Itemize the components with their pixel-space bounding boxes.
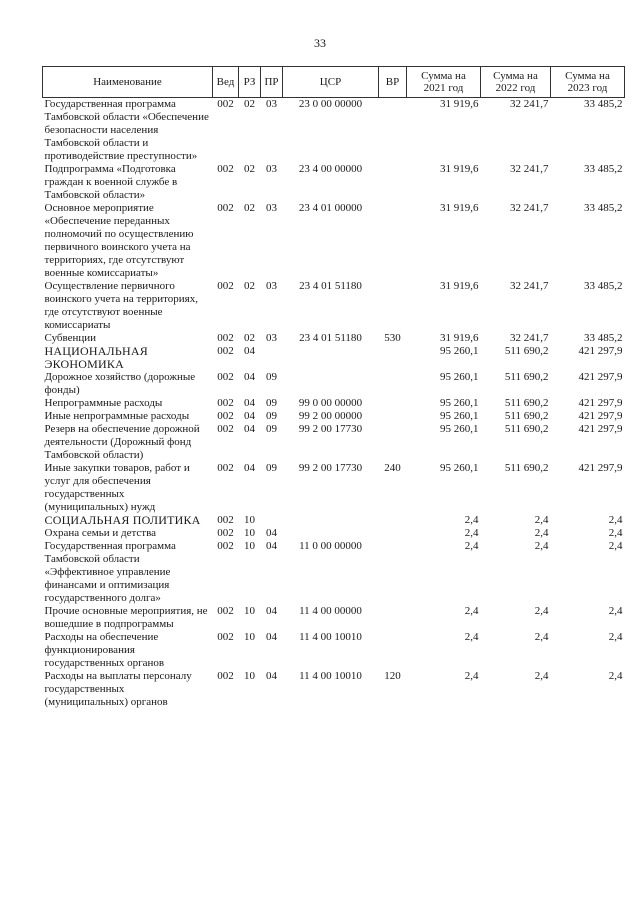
header-ved: Вед xyxy=(213,67,239,98)
row-rz: 10 xyxy=(244,514,255,526)
row-ved: 002 xyxy=(217,514,234,526)
row-ved: 002 xyxy=(217,280,234,292)
row-ved: 002 xyxy=(217,332,234,344)
row-sum-2022: 511 690,2 xyxy=(504,345,549,357)
row-sum-2022: 2,4 xyxy=(534,605,549,617)
row-sum-2022: 32 241,7 xyxy=(510,163,549,175)
header-pr: ПР xyxy=(261,67,283,98)
row-csr xyxy=(283,371,379,397)
row-sum-2022: 32 241,7 xyxy=(510,280,549,292)
row-sum-2021: 95 260,1 xyxy=(440,371,479,383)
row-rz: 04 xyxy=(244,371,255,383)
row-vr xyxy=(379,540,407,605)
row-csr: 23 0 00 00000 xyxy=(298,98,363,110)
row-vr xyxy=(379,202,407,280)
row-vr xyxy=(379,397,407,410)
row-pr: 09 xyxy=(266,423,277,435)
row-name: Непрограммные расходы xyxy=(44,397,163,409)
row-ved: 002 xyxy=(217,670,234,682)
row-pr xyxy=(261,345,283,371)
row-sum-2023: 421 297,9 xyxy=(578,397,623,409)
row-rz: 04 xyxy=(244,423,255,435)
table-body xyxy=(43,98,625,710)
row-sum-2021: 2,4 xyxy=(464,540,479,552)
row-sum-2023: 33 485,2 xyxy=(584,202,623,214)
table-row xyxy=(43,605,625,631)
row-sum-2022: 2,4 xyxy=(534,527,549,539)
row-csr: 23 4 01 51180 xyxy=(299,332,362,344)
row-sum-2021: 2,4 xyxy=(464,631,479,643)
row-sum-2023: 421 297,9 xyxy=(578,410,623,422)
row-sum-2021: 95 260,1 xyxy=(440,423,479,435)
row-ved: 002 xyxy=(217,345,234,357)
row-sum-2023: 2,4 xyxy=(608,527,623,539)
row-sum-2023: 33 485,2 xyxy=(584,280,623,292)
row-rz: 02 xyxy=(244,280,255,292)
row-sum-2022: 2,4 xyxy=(534,514,549,526)
row-sum-2023: 421 297,9 xyxy=(578,423,623,435)
row-rz: 02 xyxy=(244,202,255,214)
row-sum-2023: 2,4 xyxy=(608,631,623,643)
row-pr xyxy=(261,514,283,527)
row-csr: 11 0 00 00000 xyxy=(299,540,362,552)
row-rz: 10 xyxy=(244,631,255,643)
row-vr xyxy=(379,163,407,202)
row-pr: 09 xyxy=(266,462,277,474)
row-sum-2023: 2,4 xyxy=(608,514,623,526)
row-rz: 04 xyxy=(244,345,255,357)
row-vr xyxy=(379,423,407,462)
row-rz: 02 xyxy=(244,163,255,175)
header-vr: ВР xyxy=(379,67,407,98)
row-sum-2023: 2,4 xyxy=(608,670,623,682)
row-ved: 002 xyxy=(217,397,234,409)
row-vr xyxy=(379,605,407,631)
row-name: СОЦИАЛЬНАЯ ПОЛИТИКА xyxy=(44,513,201,527)
table-row xyxy=(43,540,625,605)
table-row xyxy=(43,280,625,332)
row-sum-2023: 33 485,2 xyxy=(584,332,623,344)
row-ved: 002 xyxy=(217,98,234,110)
row-rz: 10 xyxy=(244,527,255,539)
row-sum-2021: 2,4 xyxy=(464,605,479,617)
table-row xyxy=(43,462,625,514)
row-sum-2022: 2,4 xyxy=(534,540,549,552)
row-rz: 10 xyxy=(244,605,255,617)
row-pr: 04 xyxy=(266,540,277,552)
row-name: Расходы на обеспечение функционирования государственных органов xyxy=(44,631,165,669)
row-sum-2022: 511 690,2 xyxy=(504,410,549,422)
row-sum-2022: 2,4 xyxy=(534,670,549,682)
row-name: Дорожное хозяйство (дорожные фонды) xyxy=(44,371,196,396)
row-pr: 04 xyxy=(266,605,277,617)
row-name: Субвенции xyxy=(44,332,97,344)
table-row xyxy=(43,163,625,202)
row-vr: 240 xyxy=(384,462,401,474)
row-sum-2022: 32 241,7 xyxy=(510,98,549,110)
row-ved: 002 xyxy=(217,605,234,617)
row-csr: 23 4 01 00000 xyxy=(298,202,363,214)
row-vr xyxy=(379,280,407,332)
row-sum-2021: 31 919,6 xyxy=(440,98,479,110)
header-rz: РЗ xyxy=(239,67,261,98)
row-sum-2021: 95 260,1 xyxy=(440,345,479,357)
row-vr xyxy=(379,371,407,397)
row-pr: 03 xyxy=(266,202,277,214)
header-name: Наименование xyxy=(43,67,213,98)
row-vr xyxy=(379,410,407,423)
row-vr: 530 xyxy=(384,332,401,344)
row-vr: 120 xyxy=(384,670,401,682)
row-sum-2023: 2,4 xyxy=(608,540,623,552)
table-header xyxy=(43,67,625,98)
row-vr xyxy=(379,514,407,527)
row-sum-2021: 95 260,1 xyxy=(440,410,479,422)
row-sum-2022: 32 241,7 xyxy=(510,202,549,214)
row-sum-2021: 31 919,6 xyxy=(440,280,479,292)
row-sum-2022: 511 690,2 xyxy=(504,371,549,383)
table-row xyxy=(43,345,625,371)
row-pr: 09 xyxy=(266,371,277,383)
row-csr xyxy=(283,345,379,371)
row-sum-2023: 421 297,9 xyxy=(578,371,623,383)
header-csr: ЦСР xyxy=(283,67,379,98)
row-csr: 99 2 00 00000 xyxy=(298,410,363,422)
row-sum-2021: 95 260,1 xyxy=(440,462,479,474)
row-vr xyxy=(379,345,407,371)
row-csr: 11 4 00 10010 xyxy=(299,670,362,682)
row-pr: 03 xyxy=(266,163,277,175)
row-pr: 04 xyxy=(266,631,277,643)
row-sum-2022: 32 241,7 xyxy=(510,332,549,344)
page-number: 33 xyxy=(314,36,326,50)
row-pr: 04 xyxy=(266,527,277,539)
table-row xyxy=(43,631,625,670)
row-csr: 99 2 00 17730 xyxy=(298,462,363,474)
row-csr: 23 4 00 00000 xyxy=(298,163,363,175)
row-csr xyxy=(283,514,379,527)
row-pr: 03 xyxy=(266,98,277,110)
row-pr: 09 xyxy=(266,397,277,409)
row-name: Расходы на выплаты персоналу государственных (муниципальных) органов xyxy=(44,670,192,708)
row-sum-2021: 31 919,6 xyxy=(440,163,479,175)
row-ved: 002 xyxy=(217,202,234,214)
row-sum-2023: 421 297,9 xyxy=(578,462,623,474)
row-sum-2023: 2,4 xyxy=(608,605,623,617)
row-vr xyxy=(379,98,407,164)
row-sum-2023: 421 297,9 xyxy=(578,345,623,357)
row-name: Прочие основные мероприятия, не вошедшие в подпрограммы xyxy=(44,605,208,630)
row-sum-2022: 511 690,2 xyxy=(504,397,549,409)
row-rz: 02 xyxy=(244,98,255,110)
row-ved: 002 xyxy=(217,527,234,539)
row-name: Подпрограмма «Подготовка граждан к военной службе в Тамбовской области» xyxy=(44,163,178,201)
row-csr: 11 4 00 00000 xyxy=(299,605,362,617)
row-sum-2021: 31 919,6 xyxy=(440,332,479,344)
row-name: Охрана семьи и детства xyxy=(44,527,157,539)
row-sum-2022: 511 690,2 xyxy=(504,462,549,474)
row-rz: 04 xyxy=(244,410,255,422)
row-sum-2021: 2,4 xyxy=(464,514,479,526)
row-sum-2022: 2,4 xyxy=(534,631,549,643)
row-sum-2023: 33 485,2 xyxy=(584,98,623,110)
row-csr: 11 4 00 10010 xyxy=(299,631,362,643)
row-sum-2021: 95 260,1 xyxy=(440,397,479,409)
table-row xyxy=(43,371,625,397)
row-sum-2021: 2,4 xyxy=(464,670,479,682)
table-row xyxy=(43,527,625,540)
header-sum-2023: Сумма на 2023 год xyxy=(551,67,625,98)
row-pr: 03 xyxy=(266,280,277,292)
row-name: Иные закупки товаров, работ и услуг для обеспечения государственных (муниципальных) нужд xyxy=(44,462,190,513)
row-ved: 002 xyxy=(217,540,234,552)
header-sum-2022: Сумма на 2022 год xyxy=(481,67,551,98)
table-row xyxy=(43,410,625,423)
row-ved: 002 xyxy=(217,371,234,383)
row-sum-2021: 31 919,6 xyxy=(440,202,479,214)
row-vr xyxy=(379,631,407,670)
row-ved: 002 xyxy=(217,462,234,474)
row-sum-2023: 33 485,2 xyxy=(584,163,623,175)
table-row xyxy=(43,670,625,709)
row-name: Государственная программа Тамбовской области «Обеспечение безопасности населения Тамбовской области и противодействие преступности» xyxy=(44,98,209,162)
row-csr: 23 4 01 51180 xyxy=(299,280,362,292)
row-csr: 99 0 00 00000 xyxy=(298,397,363,409)
table-row xyxy=(43,514,625,527)
row-pr: 04 xyxy=(266,670,277,682)
row-csr xyxy=(283,527,379,540)
row-pr: 09 xyxy=(266,410,277,422)
row-rz: 10 xyxy=(244,670,255,682)
header-sum-2021: Сумма на 2021 год xyxy=(407,67,481,98)
table-row xyxy=(43,202,625,280)
row-ved: 002 xyxy=(217,163,234,175)
budget-table xyxy=(42,66,625,709)
row-name: Иные непрограммные расходы xyxy=(44,410,190,422)
row-pr: 03 xyxy=(266,332,277,344)
row-name: Осуществление первичного воинского учета на территориях, где отсутствуют военные комиссариаты xyxy=(44,280,198,331)
row-sum-2022: 511 690,2 xyxy=(504,423,549,435)
table-row xyxy=(43,423,625,462)
table-row xyxy=(43,397,625,410)
row-name: НАЦИОНАЛЬНАЯ ЭКОНОМИКА xyxy=(44,344,148,371)
row-rz: 04 xyxy=(244,462,255,474)
row-name: Резерв на обеспечение дорожной деятельности (Дорожный фонд Тамбовской области) xyxy=(44,423,200,461)
row-sum-2021: 2,4 xyxy=(464,527,479,539)
row-rz: 02 xyxy=(244,332,255,344)
table-row xyxy=(43,98,625,164)
row-csr: 99 2 00 17730 xyxy=(298,423,363,435)
row-rz: 04 xyxy=(244,397,255,409)
row-name: Основное мероприятие «Обеспечение переданных полномочий по осуществлению первичного воинского учета на территориях, где отсутствуют военные комиссариаты» xyxy=(44,202,194,279)
row-ved: 002 xyxy=(217,423,234,435)
row-ved: 002 xyxy=(217,631,234,643)
row-ved: 002 xyxy=(217,410,234,422)
row-vr xyxy=(379,527,407,540)
row-rz: 10 xyxy=(244,540,255,552)
row-name: Государственная программа Тамбовской области «Эффективное управление финансами и оптимизация государственного долга» xyxy=(44,540,176,604)
